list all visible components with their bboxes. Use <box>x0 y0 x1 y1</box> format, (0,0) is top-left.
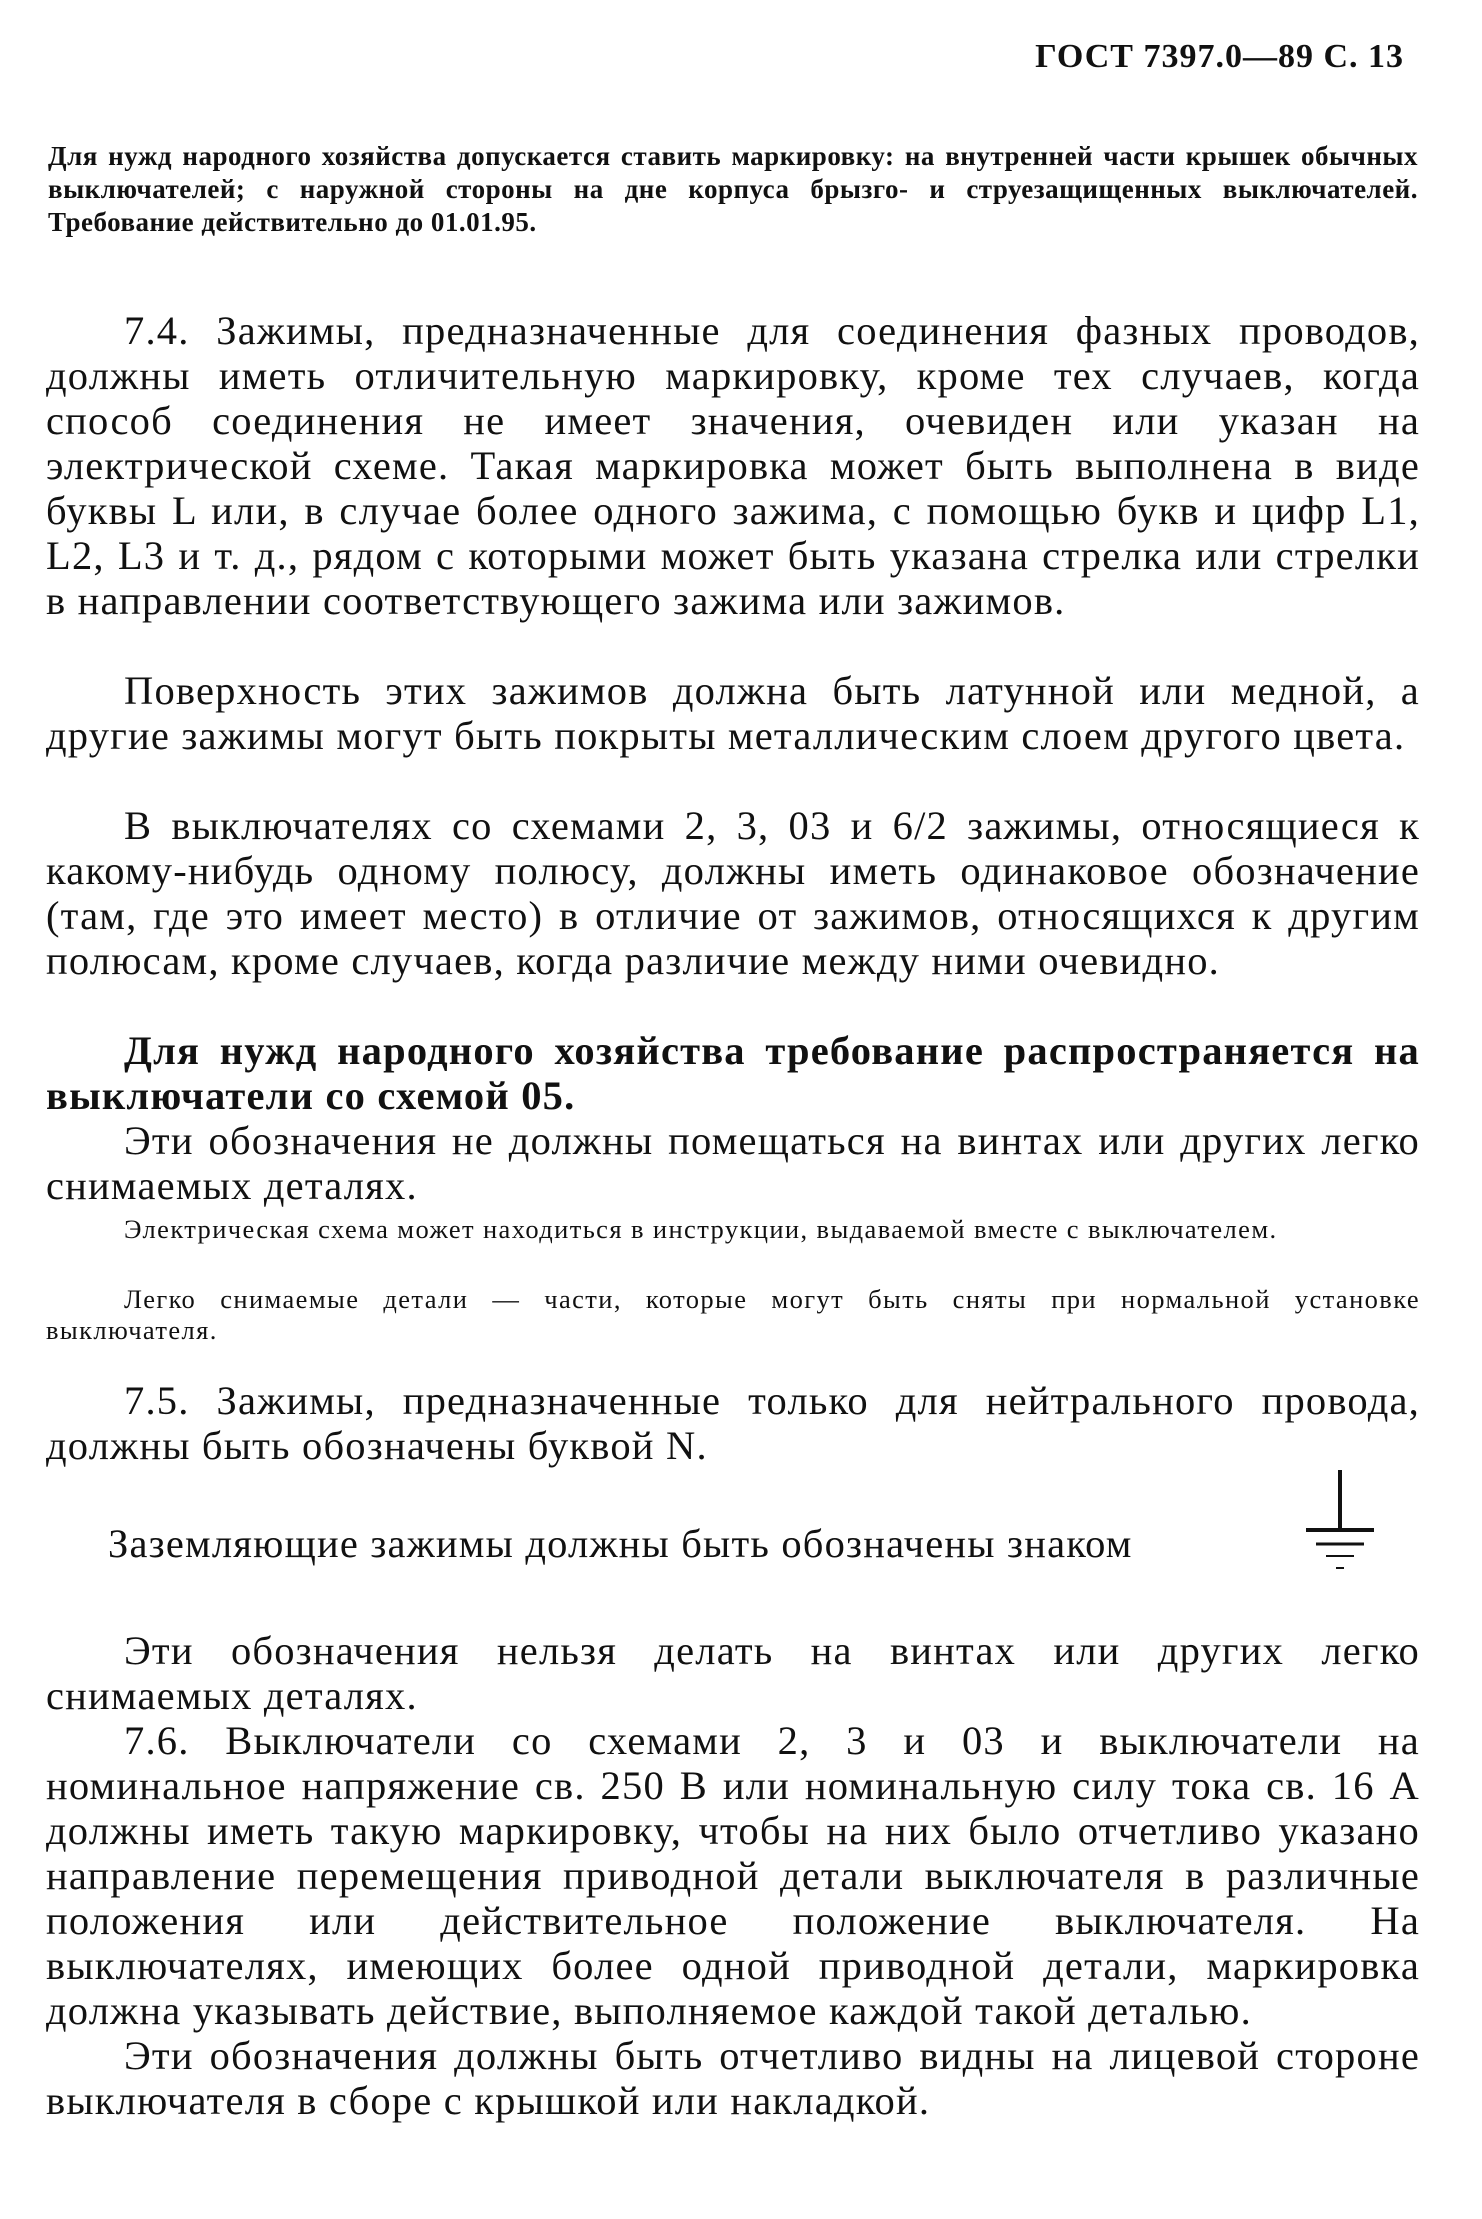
note-removable-parts: Легко снимаемые детали — части, которые могут быть сняты при нормальной установке выключателя. <box>46 1284 1420 1345</box>
section-7-4-paragraph-3: В выключателях со схемами 2, 3, 03 и 6/2 зажимы, относящиеся к какому-нибудь одному полюсу, должны иметь одинаковое обозначение (там, где это имеет место) в отличие от зажимов, относящихся к другим полюсам, кроме случаев, когда различие между ними очевидно. <box>46 803 1420 983</box>
section-7-6-paragraph-2: Эти обозначения должны быть отчетливо видны на лицевой стороне выключателя в сборе с крышкой или накладкой. <box>46 2033 1420 2123</box>
ground-terminal-text: Заземляющие зажимы должны быть обозначены знаком <box>108 1521 1133 1566</box>
top-bold-note: Для нужд народного хозяйства допускается ставить маркировку: на внутренней части крышек обычных выключателей; с наружной стороны на дне корпуса брызго- и струезащищенных выключателей. Требование действительно до 01.01.95. <box>48 141 1418 237</box>
section-7-6-paragraph-1: 7.6. Выключатели со схемами 2, 3 и 03 и выключатели на номинальное напряжение св. 250 В или номинальную силу тока св. 16 А должны иметь такую маркировку, чтобы на них было отчетливо указано направление перемещения приводной детали выключателя в различные положения или действительное положение выключателя. На выключателях, имеющих более одной приводной детали, маркировка должна указывать действие, выполняемое каждой такой деталью. <box>46 1718 1420 2033</box>
section-7-5-paragraph-2: Эти обозначения нельзя делать на винтах или других легко снимаемых деталях. <box>46 1628 1420 1718</box>
page-header: ГОСТ 7397.0—89 С. 13 <box>1035 38 1404 75</box>
section-7-4-paragraph-1: 7.4. Зажимы, предназначенные для соединения фазных проводов, должны иметь отличительную маркировку, кроме тех случаев, когда способ соединения не имеет значения, очевиден или указан на электрической схеме. Такая маркировка может быть выполнена в виде буквы L или, в случае более одного зажима, с помощью букв и цифр L1, L2, L3 и т. д., рядом с которыми может быть указана стрелка или стрелки в направлении соответствующего зажима или зажимов. <box>46 308 1420 623</box>
note-electrical-scheme: Электрическая схема может находиться в инструкции, выдаваемой вместе с выключателем. <box>124 1214 1278 1244</box>
section-7-4-paragraph-2: Поверхность этих зажимов должна быть латунной или медной, а другие зажимы могут быть покрыты металлическим слоем другого цвета. <box>46 668 1420 758</box>
earth-ground-icon <box>1302 1468 1378 1588</box>
section-7-4-paragraph-5: Эти обозначения не должны помещаться на винтах или других легко снимаемых деталях. <box>46 1118 1420 1208</box>
section-7-4-bold-requirement: Для нужд народного хозяйства требование распространяется на выключатели со схемой 05. <box>46 1028 1420 1118</box>
section-7-5-paragraph-1: 7.5. Зажимы, предназначенные только для нейтрального провода, должны быть обозначены буквой N. <box>46 1378 1420 1468</box>
